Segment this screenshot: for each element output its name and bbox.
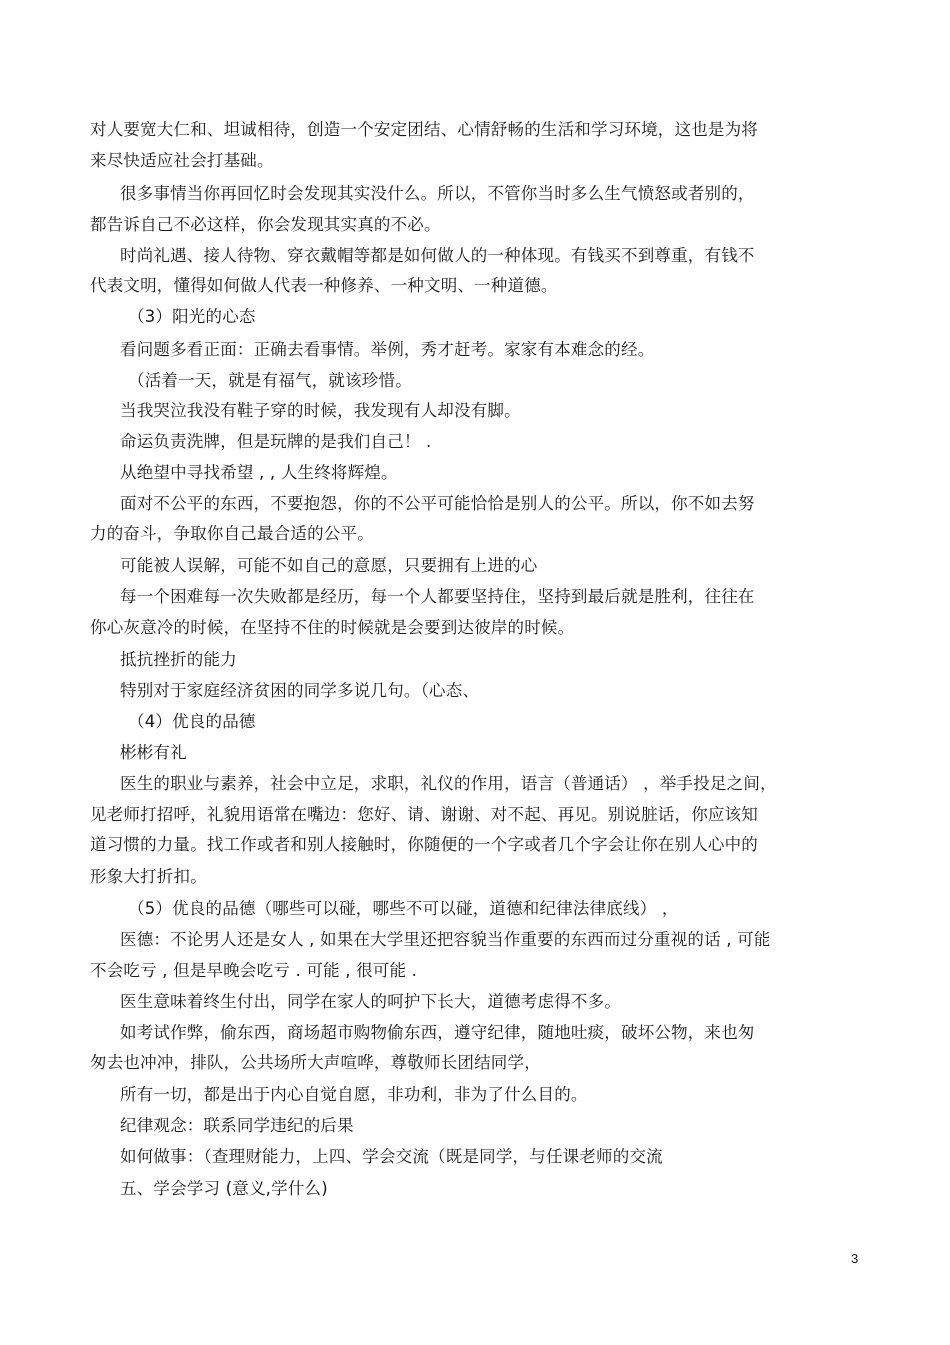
text-line: 对人要宽大仁和、坦诚相待，创造一个安定团结、心情舒畅的生活和学习环境，这也是为将 xyxy=(90,120,758,139)
text-line: 力的奋斗，争取你自己最合适的公平。 xyxy=(90,524,374,543)
text-line: 每一个困难每一次失败都是经历，每一个人都要坚持住，坚持到最后就是胜利，往往在 xyxy=(120,587,755,606)
text-line: 彬彬有礼 xyxy=(120,743,187,762)
text-line: 见老师打招呼，礼貌用语常在嘴边：您好、请、谢谢、对不起、再见。别说脏话，你应该知 xyxy=(90,805,758,824)
text-line: 代表文明，懂得如何做人代表一种修养、一种文明、一种道德。 xyxy=(90,276,558,295)
section-heading: （3）阳光的心态 xyxy=(128,307,256,326)
text-line: 你心灰意冷的时候，在坚持不住的时候就是会要到达彼岸的时候。 xyxy=(90,618,575,637)
text-line: 时尚礼遇、接人待物、穿衣戴帽等都是如何做人的一种体现。有钱买不到尊重，有钱不 xyxy=(120,246,755,265)
text-line: 医生的职业与素养，社会中立足，求职，礼仪的作用，语言（普通话） ，举手投足之间， xyxy=(120,774,777,793)
text-line: 面对不公平的东西，不要抱怨，你的不公平可能恰恰是别人的公平。所以，你不如去努 xyxy=(120,494,755,513)
section-heading: （4）优良的品德 xyxy=(128,712,256,731)
text-line: 纪律观念：联系同学违纪的后果 xyxy=(120,1116,354,1135)
text-line: 来尽快适应社会打基础。 xyxy=(90,151,274,170)
section-heading: 五、学会学习 (意义,学什么) xyxy=(120,1179,328,1198)
text-line: 医德：不论男人还是女人 , 如果在大学里还把容貌当作重要的东西而过分重视的话 , 可能 xyxy=(120,930,771,949)
text-line: 不会吃亏 , 但是早晚会吃亏 . 可能 , 很可能 . xyxy=(90,961,418,980)
text-line: 从绝望中寻找希望 , , 人生终将辉煌。 xyxy=(120,463,398,482)
text-line: 命运负责洗牌，但是玩牌的是我们自己！ . xyxy=(120,432,432,451)
section-heading: （5）优良的品德（哪些可以碰，哪些不可以碰，道德和纪律法律底线） ， xyxy=(128,899,679,918)
text-line: 匆去也冲冲，排队，公共场所大声喧哗，尊敬师长团结同学， xyxy=(90,1053,541,1072)
text-line: 道习惯的力量。找工作或者和别人接触时，你随便的一个字或者几个字会让你在别人心中的 xyxy=(90,835,758,854)
text-line: 可能被人误解，可能不如自己的意愿，只要拥有上进的心 xyxy=(120,556,538,575)
text-line: 当我哭泣我没有鞋子穿的时候，我发现有人却没有脚。 xyxy=(120,401,521,420)
text-line: 都告诉自己不必这样，你会发现其实真的不必。 xyxy=(90,215,441,234)
text-line: 很多事情当你再回忆时会发现其实没什么。所以，不管你当时多么生气愤怒或者别的， xyxy=(120,184,755,203)
text-line: 医生意味着终生付出，同学在家人的呵护下长大，道德考虑得不多。 xyxy=(120,992,621,1011)
text-line: 看问题多看正面：正确去看事情。举例，秀才赶考。家家有本难念的经。 xyxy=(120,340,655,359)
page-number: 3 xyxy=(851,1251,859,1266)
text-line: 如何做事：（查理财能力，上四、学会交流（既是同学，与任课老师的交流 xyxy=(120,1147,663,1166)
text-line: 抵抗挫折的能力 xyxy=(120,650,237,669)
text-line: 如考试作弊，偷东西，商场超市购物偷东西，遵守纪律，随地吐痰，破坏公物，来也匆 xyxy=(120,1023,755,1042)
text-line: （活着一天，就是有福气，就该珍惜。 xyxy=(128,371,412,390)
text-line: 所有一切，都是出于内心自觉自愿，非功利，非为了什么目的。 xyxy=(120,1085,588,1104)
text-line: 特别对于家庭经济贫困的同学多说几句。（心态、 xyxy=(120,681,480,700)
text-line: 形象大打折扣。 xyxy=(90,867,207,886)
